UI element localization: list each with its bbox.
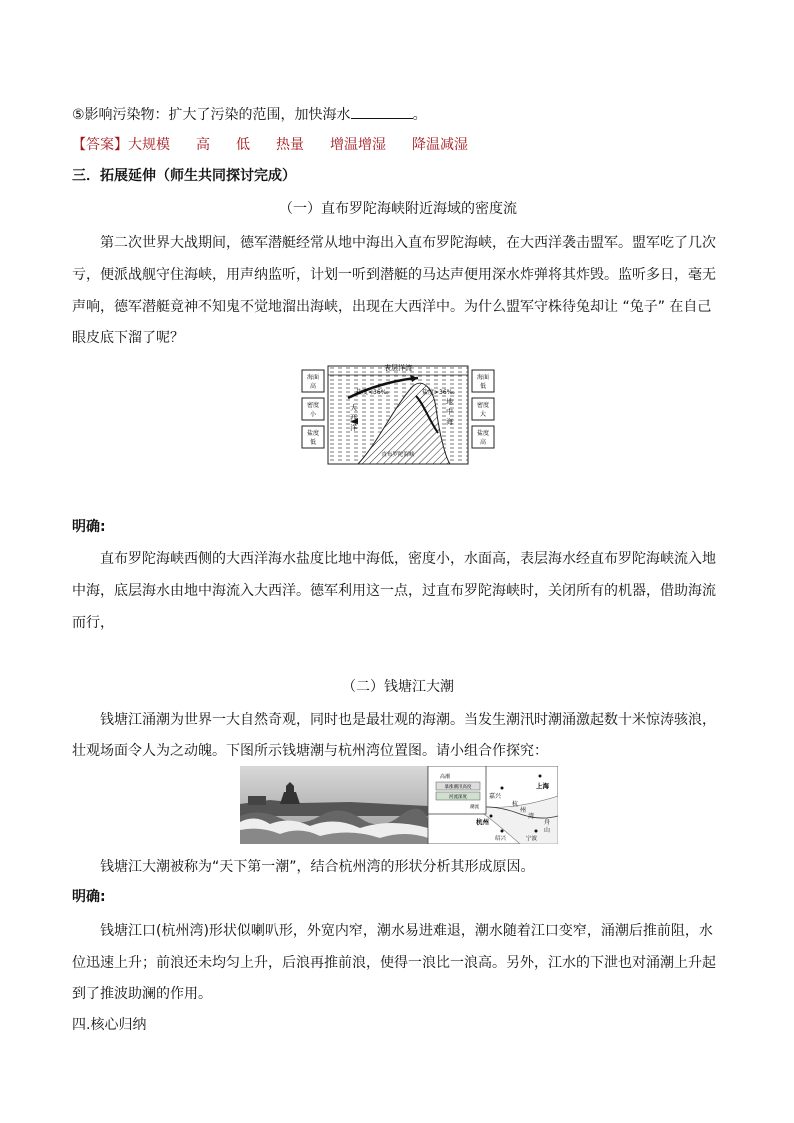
answer-item: 高 (196, 137, 210, 153)
fig-box-left: 海面 (306, 374, 320, 381)
part2-question: 钱塘江大潮被称为“天下第一潮”，结合杭州湾的形状分析其形成原因。 (100, 859, 535, 875)
fig-box-right: 密度 (476, 402, 490, 409)
part1-title: （一）直布罗陀海峡附近海域的密度流 (279, 201, 517, 217)
section-4-heading: 四.核心归纳 (72, 1017, 147, 1033)
svg-text:中: 中 (446, 408, 453, 416)
part1-para-line: 第二次世界大战期间，德军潜艇经常从地中海出入直布罗陀海峡，在大西洋袭击盟军。盟军吃了几次 (100, 235, 716, 251)
fig-box-right: 大 (479, 411, 487, 418)
fig-box-right: 高 (479, 439, 487, 446)
fig-box-left: 小 (309, 411, 317, 418)
fig-box-right: 低 (479, 383, 487, 390)
clarify-line: 而行， (72, 615, 114, 631)
svg-text:高潮: 高潮 (440, 774, 451, 780)
fig-right-salinity: 盐度>36‰ (422, 389, 455, 396)
answer-item: 热量 (276, 137, 304, 153)
clarify-label: 明确: (72, 519, 106, 535)
fig-left-salinity: 盐度<36‰ (356, 389, 389, 396)
fig-ridge-label: 直布罗陀海峡 (381, 452, 415, 458)
clarify-line: 到了推波助澜的作用。 (72, 986, 212, 1002)
fig-box-left: 盐度 (306, 430, 320, 437)
answer-label: 【答案】 (72, 137, 128, 153)
svg-text:海: 海 (446, 418, 453, 426)
gibraltar-diagram (298, 358, 498, 466)
fig-box-right: 海面 (476, 374, 490, 381)
answer-item: 增温增湿 (330, 137, 386, 153)
fig-surface-label: 表层洋流 (384, 364, 412, 372)
svg-text:州: 州 (520, 807, 527, 814)
svg-text:杭: 杭 (512, 801, 519, 808)
map-city: 绍兴 (495, 836, 507, 842)
svg-text:暴涨潮汛高度: 暴涨潮汛高度 (444, 785, 472, 790)
answer-item: 降温减湿 (412, 137, 468, 153)
answer-item: 低 (236, 137, 250, 153)
svg-text:山: 山 (544, 827, 551, 834)
fig-box-left: 低 (309, 439, 317, 446)
svg-text:西: 西 (350, 414, 357, 422)
fig-box-left: 密度 (306, 402, 320, 409)
svg-text:洋: 洋 (350, 424, 357, 432)
map-city: 嘉兴 (489, 793, 502, 800)
clarify-line: 中海，底层海水由地中海流入大西洋。德军利用这一点，过直布罗陀海峡时，关闭所有的机器，借助海流 (72, 583, 716, 599)
part1-para-line: 亏，便派战舰守住海峡，用声纳监听，计划一听到潜艇的马达声便用深水炸弹将其炸毁。监听多日，毫无 (72, 267, 716, 283)
map-city: 上海 (536, 782, 549, 790)
clarify-line: 钱塘江口(杭州湾)形状似喇叭形，外宽内窄，潮水易进难退，潮水随着江口变窄，涌潮后推前阻，水 (100, 923, 713, 939)
answer-line (72, 134, 724, 154)
svg-text:大: 大 (350, 404, 357, 412)
qiantang-figure (240, 766, 558, 844)
part2-title: （二）钱塘江大潮 (342, 679, 454, 695)
svg-text:潮流: 潮流 (470, 805, 479, 810)
map-city: 宁波 (526, 836, 538, 842)
section-3-heading: 三．拓展延伸（师生共同探讨完成） (72, 168, 296, 184)
fig-box-left: 高 (309, 383, 317, 390)
svg-text:河流深度: 河流深度 (449, 795, 467, 800)
part1-para-line: 声响，德军潜艇竟神不知鬼不觉地溜出海峡，出现在大西洋中。为什么盟军守株待兔却让 “兔子” 在自己 (72, 299, 712, 315)
clarify-label: 明确: (72, 889, 106, 905)
part2-para-line: 钱塘江涌潮为世界一大自然奇观，同时也是最壮观的海潮。当发生潮汛时潮涌激起数十米惊涛骇浪， (100, 712, 716, 728)
map-city: 杭州 (476, 818, 489, 826)
svg-text:地: 地 (446, 398, 453, 406)
svg-text:舟: 舟 (544, 819, 551, 826)
svg-text:湾: 湾 (528, 813, 535, 820)
fig-box-right: 盐度 (476, 430, 490, 437)
clarify-line: 位迅速上升；前浪还未均匀上升，后浪再推前浪，使得一浪比一浪高。另外，江水的下泄也对涌潮上升起 (72, 955, 716, 971)
part2-para-line: 壮观场面令人为之动魄。下图所示钱塘潮与杭州湾位置图。请小组合作探究： (72, 743, 548, 759)
clarify-line: 直布罗陀海峡西侧的大西洋海水盐度比地中海低，密度小，水面高，表层海水经直布罗陀海峡流入地 (100, 551, 716, 567)
fill-blank (351, 106, 413, 119)
answer-item: 大规模 (128, 137, 170, 153)
part1-para-line: 眼皮底下溜了呢？ (72, 330, 184, 346)
pollutant-line: ⑤影响污染物：扩大了污染的范围，加快海水 。 (72, 107, 427, 123)
